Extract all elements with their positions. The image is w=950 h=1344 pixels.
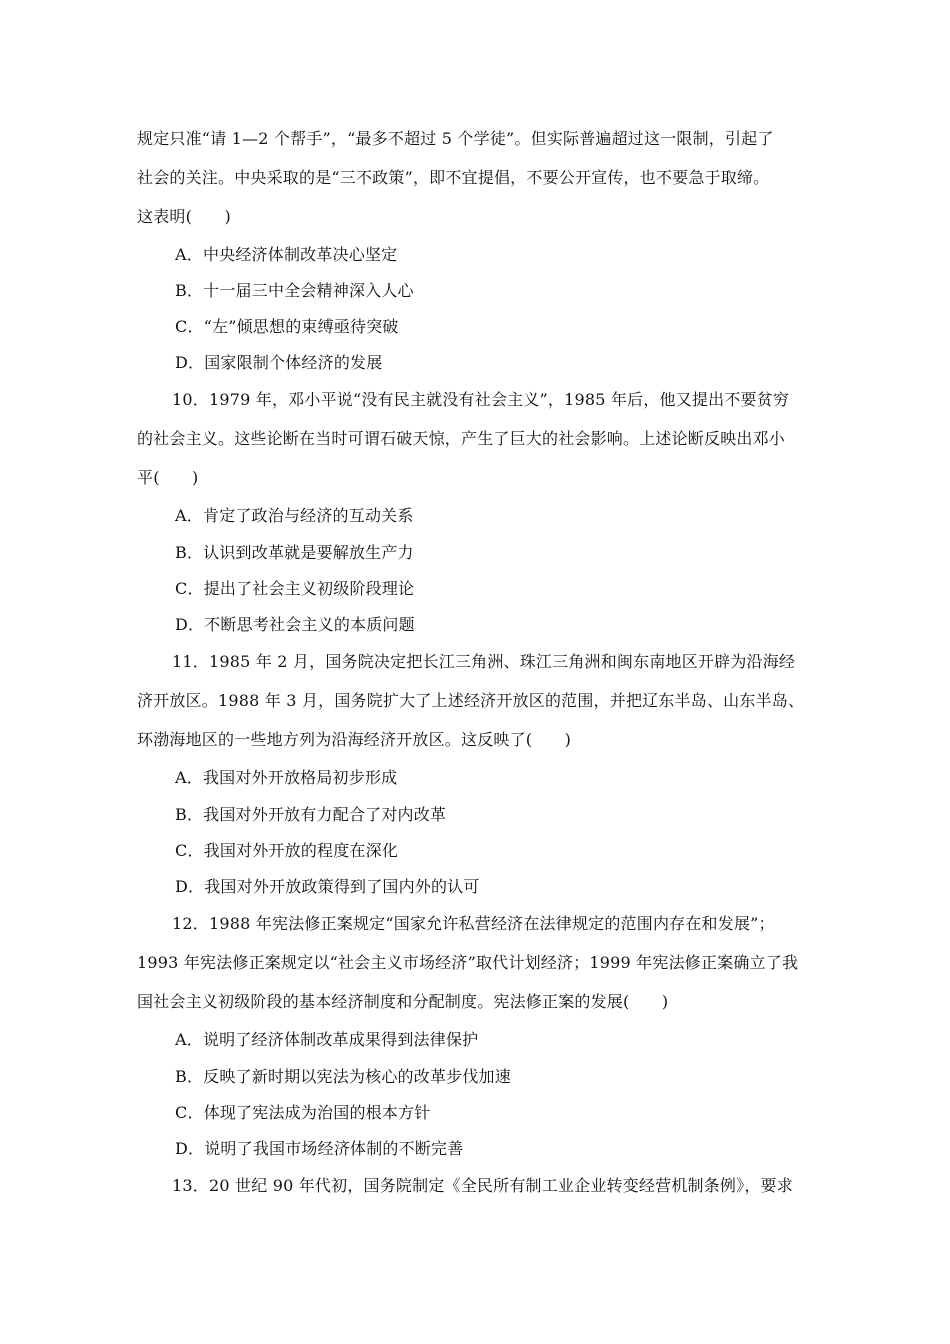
q13-stem-line-1: 13．20 世纪 90 年代初，国务院制定《全民所有制工业企业转变经营机制条例》，要求 — [172, 1176, 793, 1195]
q11-stem-line-2: 济开放区。1988 年 3 月，国务院扩大了上述经济开放区的范围，并把辽东半岛、山东半岛、 — [137, 691, 805, 710]
q10-stem-line-2: 的社会主义。这些论断在当时可谓石破天惊，产生了巨大的社会影响。上述论断反映出邓小 — [137, 429, 786, 448]
q10-stem-line-1: 10．1979 年，邓小平说“没有民主就没有社会主义”，1985 年后，他又提出不要贫穷 — [172, 390, 790, 409]
q12-stem-line-2: 1993 年宪法修正案规定以“社会主义市场经济”取代计划经济；1999 年宪法修正案确立了我 — [137, 953, 799, 972]
q12-option-d: D．说明了我国市场经济体制的不断完善 — [175, 1139, 464, 1158]
q11-option-a: A．我国对外开放格局初步形成 — [175, 768, 398, 787]
q11-option-b: B．我国对外开放有力配合了对内改革 — [175, 805, 447, 824]
q9-stem-line-3: 这表明( ) — [137, 207, 231, 226]
q12-stem-line-1: 12．1988 年宪法修正案规定“国家允许私营经济在法律规定的范围内存在和发展”； — [172, 914, 775, 933]
q11-stem-line-1: 11．1985 年 2 月，国务院决定把长江三角洲、珠江三角洲和闽东南地区开辟为沿海经 — [172, 652, 796, 671]
q11-stem-line-3: 环渤海地区的一些地方列为沿海经济开放区。这反映了( ) — [137, 730, 572, 749]
q12-option-c: C．体现了宪法成为治国的根本方针 — [175, 1103, 431, 1122]
q11-option-c: C．我国对外开放的程度在深化 — [175, 841, 399, 860]
q12-stem-line-3: 国社会主义初级阶段的基本经济制度和分配制度。宪法修正案的发展( ) — [137, 992, 669, 1011]
q9-stem-line-2: 社会的关注。中央采取的是“三不政策”，即不宜提倡，不要公开宣传，也不要急于取缔。 — [137, 168, 770, 187]
q9-stem-line-1: 规定只准“请 1—2 个帮手”，“最多不超过 5 个学徒”。但实际普遍超过这一限制，引起了 — [137, 129, 774, 148]
q10-option-a: A．肯定了政治与经济的互动关系 — [175, 506, 414, 525]
q9-option-b: B．十一届三中全会精神深入人心 — [175, 281, 414, 300]
q9-option-a: A．中央经济体制改革决心坚定 — [175, 245, 398, 264]
q12-option-a: A．说明了经济体制改革成果得到法律保护 — [175, 1030, 479, 1049]
q12-option-b: B．反映了新时期以宪法为核心的改革步伐加速 — [175, 1067, 511, 1086]
q10-stem-line-3: 平( ) — [137, 468, 199, 487]
q11-option-d: D．我国对外开放政策得到了国内外的认可 — [175, 877, 480, 896]
q9-option-c: C．“左”倾思想的束缚亟待突破 — [175, 317, 399, 336]
q10-option-b: B．认识到改革就是要解放生产力 — [175, 543, 414, 562]
q9-option-d: D．国家限制个体经济的发展 — [175, 353, 383, 372]
q10-option-d: D．不断思考社会主义的本质问题 — [175, 615, 415, 634]
q10-option-c: C．提出了社会主义初级阶段理论 — [175, 579, 415, 598]
